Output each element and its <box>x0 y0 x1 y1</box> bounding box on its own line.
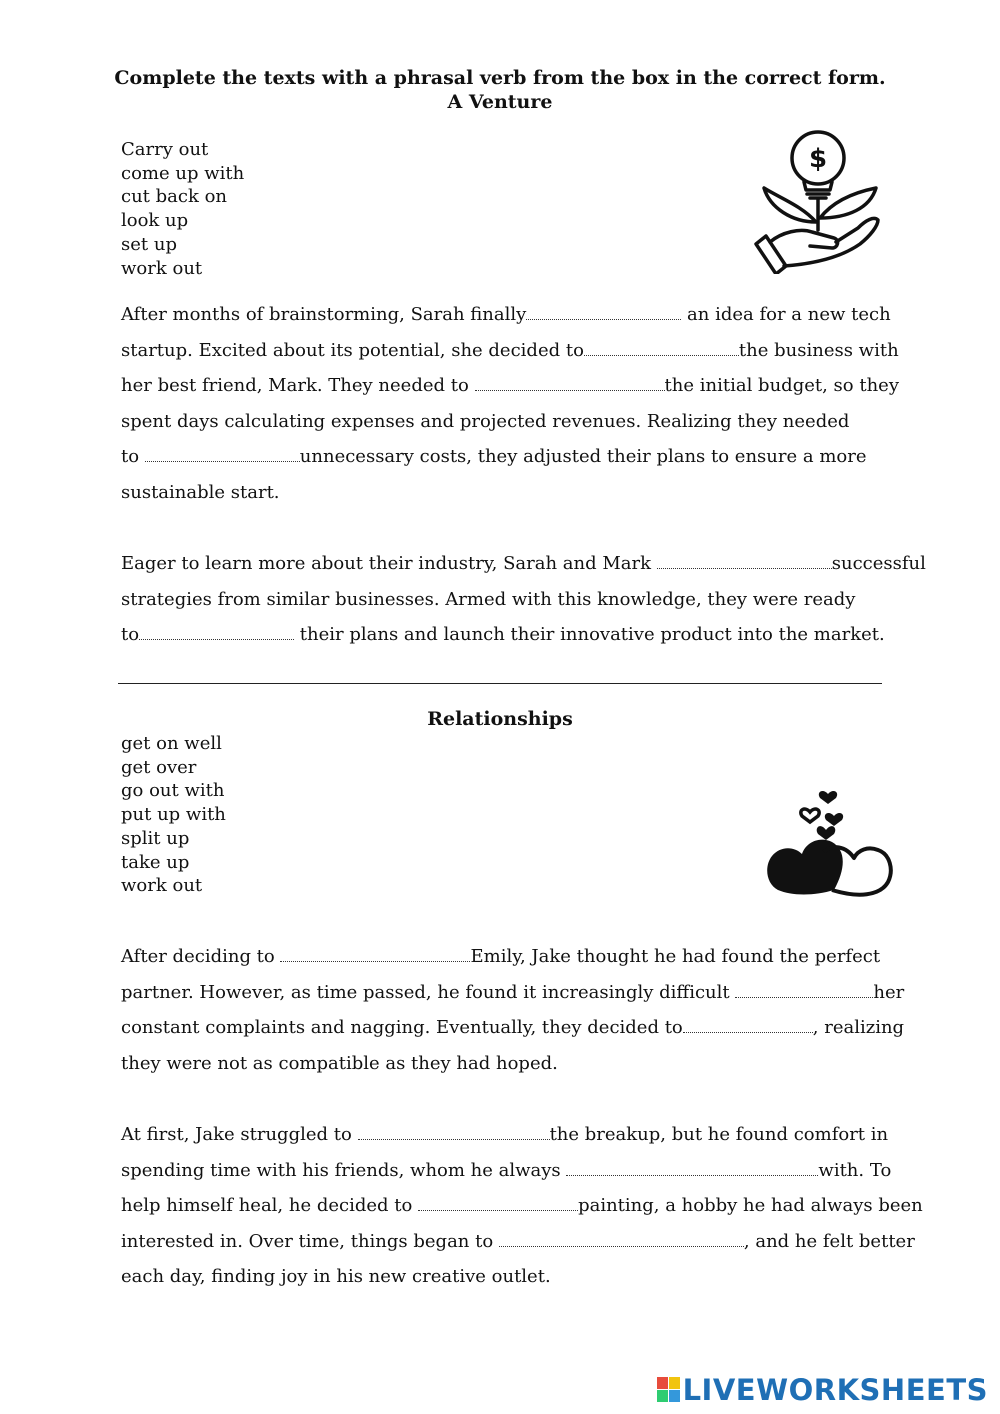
text-segment: to <box>121 624 140 645</box>
word-box-item: split up <box>121 827 190 849</box>
brand-text: LIVEWORKSHEETS <box>682 1373 988 1407</box>
answer-blank[interactable] <box>358 1123 550 1140</box>
text-segment: spending time with his friends, whom he always <box>121 1159 567 1181</box>
text-segment: the business with <box>738 339 899 361</box>
text-segment: successful <box>831 553 926 574</box>
hearts-icon <box>762 786 894 900</box>
instruction-heading: Complete the texts with a phrasal verb from the box in the correct form. <box>114 67 886 89</box>
answer-blank[interactable] <box>526 303 681 320</box>
answer-blank[interactable] <box>566 1159 818 1176</box>
venture-paragraph-2 <box>121 546 926 653</box>
text-segment: After deciding to <box>121 946 281 967</box>
text-segment: Emily, Jake thought he had found the perfect <box>470 946 881 967</box>
text-segment: spent days calculating expenses and projected revenues. Realizing they needed <box>121 410 850 432</box>
text-segment: startup. Excited about its potential, she decided to <box>121 339 584 361</box>
relationships-paragraph-1 <box>121 939 911 1081</box>
answer-blank[interactable] <box>584 339 739 356</box>
word-box-item: get over <box>121 756 197 778</box>
text-segment: At first, Jake struggled to <box>121 1124 358 1145</box>
word-box-item: look up <box>121 210 189 232</box>
word-box-item: go out with <box>121 780 225 802</box>
answer-blank[interactable] <box>735 981 873 998</box>
liveworksheets-branding <box>657 1374 988 1406</box>
text-segment: each day, finding joy in his new creative outlet. <box>121 1266 551 1287</box>
answer-blank[interactable] <box>475 374 665 391</box>
text-segment: , and he felt better <box>743 1230 915 1252</box>
word-box-item: put up with <box>121 804 226 826</box>
text-segment: painting, a hobby he had always been <box>578 1195 923 1216</box>
word-box-item: come up with <box>121 162 245 184</box>
text-segment: strategies from similar businesses. Armed with this knowledge, they were ready <box>121 588 856 610</box>
section-title-venture: A Venture <box>447 91 553 113</box>
liveworksheets-logo-icon <box>657 1377 681 1403</box>
text-segment: they were not as compatible as they had hoped. <box>121 1052 558 1074</box>
answer-blank[interactable] <box>145 445 300 462</box>
answer-blank[interactable] <box>139 623 294 640</box>
answer-blank[interactable] <box>280 945 470 962</box>
text-segment: interested in. Over time, things began to <box>121 1230 499 1252</box>
text-segment: an idea for a new tech <box>681 304 891 325</box>
text-segment: constant complaints and nagging. Eventually, they decided to <box>121 1017 683 1038</box>
answer-blank[interactable] <box>683 1016 813 1033</box>
text-segment: , realizing <box>812 1017 905 1038</box>
text-segment: to <box>121 446 145 467</box>
text-segment: their plans and launch their innovative product into the market. <box>294 624 885 645</box>
answer-blank[interactable] <box>499 1230 744 1247</box>
text-segment: help himself heal, he decided to <box>121 1195 419 1216</box>
money-plant-hand-icon <box>752 126 884 274</box>
text-segment: unnecessary costs, they adjusted their plans to ensure a more <box>299 446 867 467</box>
word-box-item: take up <box>121 851 190 873</box>
svg-text:$: $ <box>808 144 828 174</box>
answer-blank[interactable] <box>657 552 832 569</box>
word-box-item: work out <box>121 875 203 897</box>
section-title-relationships: Relationships <box>427 708 573 730</box>
text-segment: with. To <box>818 1159 892 1181</box>
text-segment: her <box>873 981 905 1003</box>
answer-blank[interactable] <box>418 1194 578 1211</box>
word-box-item: Carry out <box>121 139 209 160</box>
word-box-item: get on well <box>121 733 222 754</box>
text-segment: her best friend, Mark. They needed to <box>121 375 475 396</box>
text-segment: After months of brainstorming, Sarah finally <box>121 304 527 325</box>
relationships-paragraph-2 <box>121 1117 923 1295</box>
section-divider <box>118 683 882 684</box>
word-box-item: set up <box>121 233 177 255</box>
venture-paragraph-1 <box>121 297 911 510</box>
text-segment: the breakup, but he found comfort in <box>549 1124 889 1145</box>
word-box-relationships <box>121 732 226 898</box>
word-box-venture <box>121 138 244 280</box>
text-segment: partner. However, as time passed, he found it increasingly difficult <box>121 981 736 1003</box>
text-segment: the initial budget, so they <box>664 375 899 396</box>
word-box-item: cut back on <box>121 186 228 208</box>
text-segment: Eager to learn more about their industry, Sarah and Mark <box>121 553 657 574</box>
text-segment: sustainable start. <box>121 481 280 503</box>
word-box-item: work out <box>121 257 203 279</box>
